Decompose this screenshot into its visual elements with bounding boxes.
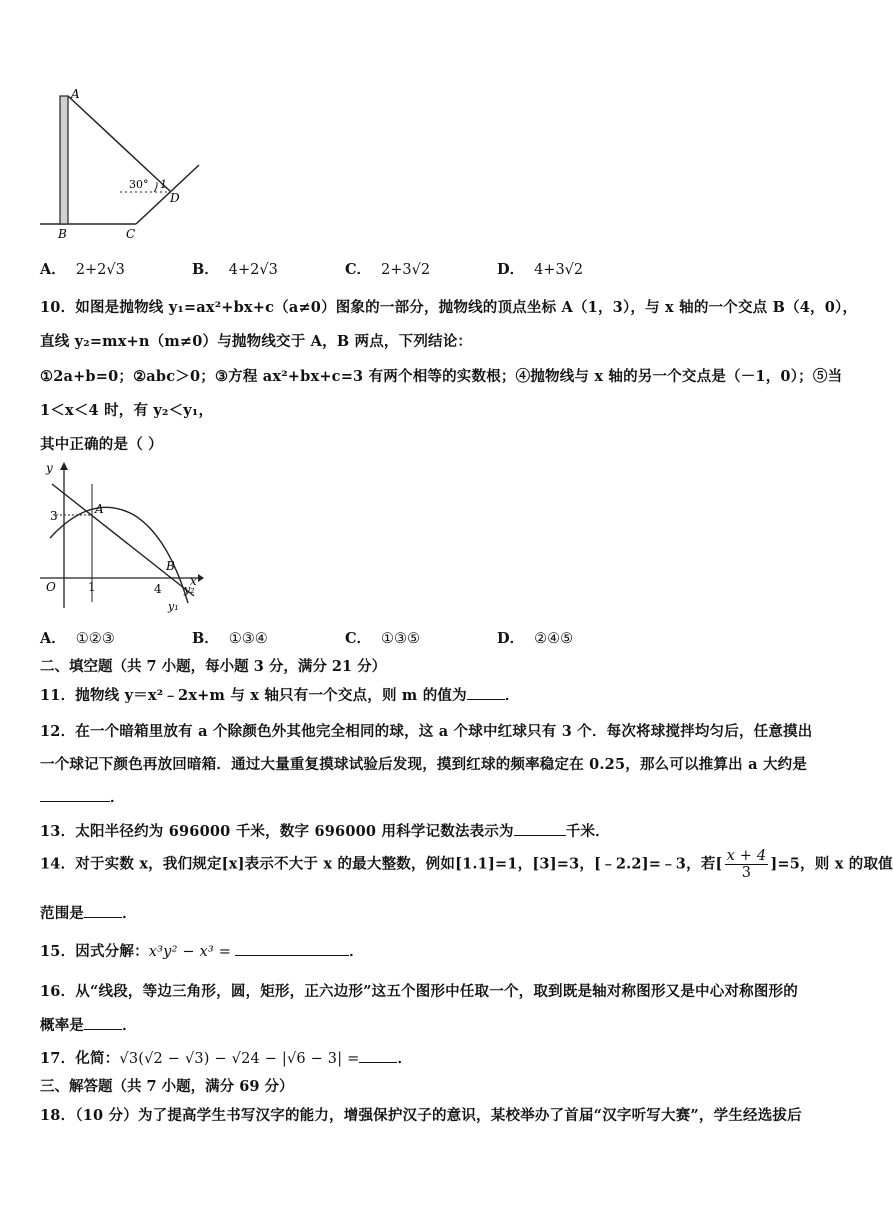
q14-answer-blank[interactable] <box>84 903 122 918</box>
x-tick-1: 1 <box>88 580 96 594</box>
q10-option-b[interactable]: B． ①③④ <box>192 630 268 647</box>
q18-line-1: 18．（10 分）为了提高学生书写汉字的能力，增强保护汉子的意识，某校举办了首届“汉字听写大赛”，学生经选拔后 <box>40 1107 802 1124</box>
q14-fraction: $\frac{x + 4}{3}$ <box>726 848 767 881</box>
q10-option-d[interactable]: D． ②④⑤ <box>497 630 574 647</box>
point-c-label: C <box>126 227 136 241</box>
q17: 17．化简：√3(√2 − √3) − √24 − |√6 − 3| = ． <box>40 1050 413 1067</box>
q12-line-2: 一个球记下颜色再放回暗箱．通过大量重复摸球试验后发现，摸到红球的频率稳定在 0.25，那么可以推算出 a 大约是 <box>40 756 808 773</box>
y-tick-3: 3 <box>50 509 58 523</box>
y1-label: y₁ <box>168 600 179 613</box>
q10-option-a[interactable]: A． ①②③ <box>40 630 115 647</box>
figure-ladder <box>36 86 206 242</box>
q10-line-5: 其中正确的是（ ） <box>40 436 163 453</box>
section-3-heading: 三、解答题（共 7 小题，满分 69 分） <box>40 1078 294 1095</box>
origin-label: O <box>46 580 56 594</box>
q10-line-3: ①2a+b=0；②abc＞0；③方程 ax²+bx+c=3 有两个相等的实数根；④抛物线与 x 轴的另一个交点是（－1，0）；⑤当 <box>40 368 843 385</box>
q12-line-3: ． <box>40 786 125 807</box>
point-b-label: B <box>58 227 67 241</box>
y-axis-label: y <box>46 461 53 475</box>
section-2-heading: 二、填空题（共 7 小题，每小题 3 分，满分 21 分） <box>40 658 387 675</box>
x-axis-label: x <box>190 574 197 588</box>
q9-option-b[interactable]: B． 4+2√3 <box>192 261 278 278</box>
q11: 11．抛物线 y＝x²﹣2x+m 与 x 轴只有一个交点，则 m 的值为 ． <box>40 687 520 704</box>
q11-answer-blank[interactable] <box>467 685 505 700</box>
q16-line-1: 16．从“线段，等边三角形，圆，矩形，正六边形”这五个图形中任取一个，取到既是轴对称图形又是中心对称图形的 <box>40 983 798 1000</box>
figure-parabola <box>36 458 206 614</box>
angle-mark-label: 1 <box>160 178 167 191</box>
angle-label: 30° <box>129 178 149 191</box>
x-tick-4: 4 <box>154 582 162 596</box>
q12-line-1: 12．在一个暗箱里放有 a 个除颜色外其他完全相同的球，这 a 个球中红球只有 3 个．每次将球搅拌均匀后，任意摸出 <box>40 723 813 740</box>
q9-option-d[interactable]: D． 4+3√2 <box>497 261 584 278</box>
q15-answer-blank[interactable] <box>235 941 349 956</box>
q12-answer-blank[interactable] <box>40 787 110 802</box>
q10-line-2: 直线 y₂=mx+n（m≠0）与抛物线交于 A，B 两点，下列结论： <box>40 333 473 350</box>
point-a-label: A <box>95 502 104 516</box>
q13-answer-blank[interactable] <box>514 821 566 836</box>
q14-line-1: 14．对于实数 x，我们规定[x]表示不大于 x 的最大整数，例如[1.1]=1，[3]=3，[﹣2.2]=﹣3，若[ $\frac{x + 4}{3}$ ]=5，则 x 的取值 <box>40 848 893 881</box>
point-d-label: D <box>170 191 180 205</box>
point-b-label: B <box>166 559 175 573</box>
q13: 13．太阳半径约为 696000 千米，数字 696000 用科学记数法表示为 千米． <box>40 823 610 840</box>
q17-answer-blank[interactable] <box>359 1048 397 1063</box>
q10-line-4: 1＜x＜4 时，有 y₂＜y₁， <box>40 402 214 419</box>
q14-line-2: 范围是 ． <box>40 905 137 922</box>
point-a-label: A <box>71 87 80 101</box>
q16-line-2: 概率是 ． <box>40 1017 137 1034</box>
q16-answer-blank[interactable] <box>84 1015 122 1030</box>
q9-option-c[interactable]: C． 2+3√2 <box>345 261 431 278</box>
q10-option-c[interactable]: C． ①③⑤ <box>345 630 421 647</box>
q10-line-1: 10．如图是抛物线 y₁=ax²+bx+c（a≠0）图象的一部分，抛物线的顶点坐标 A（1，3），与 x 轴的一个交点 B（4，0）， <box>40 299 858 316</box>
y2-label: y₂ <box>184 583 195 596</box>
q9-option-a[interactable]: A． 2+2√3 <box>40 261 125 278</box>
q15: 15．因式分解：x³y² − x³ = ． <box>40 943 364 960</box>
